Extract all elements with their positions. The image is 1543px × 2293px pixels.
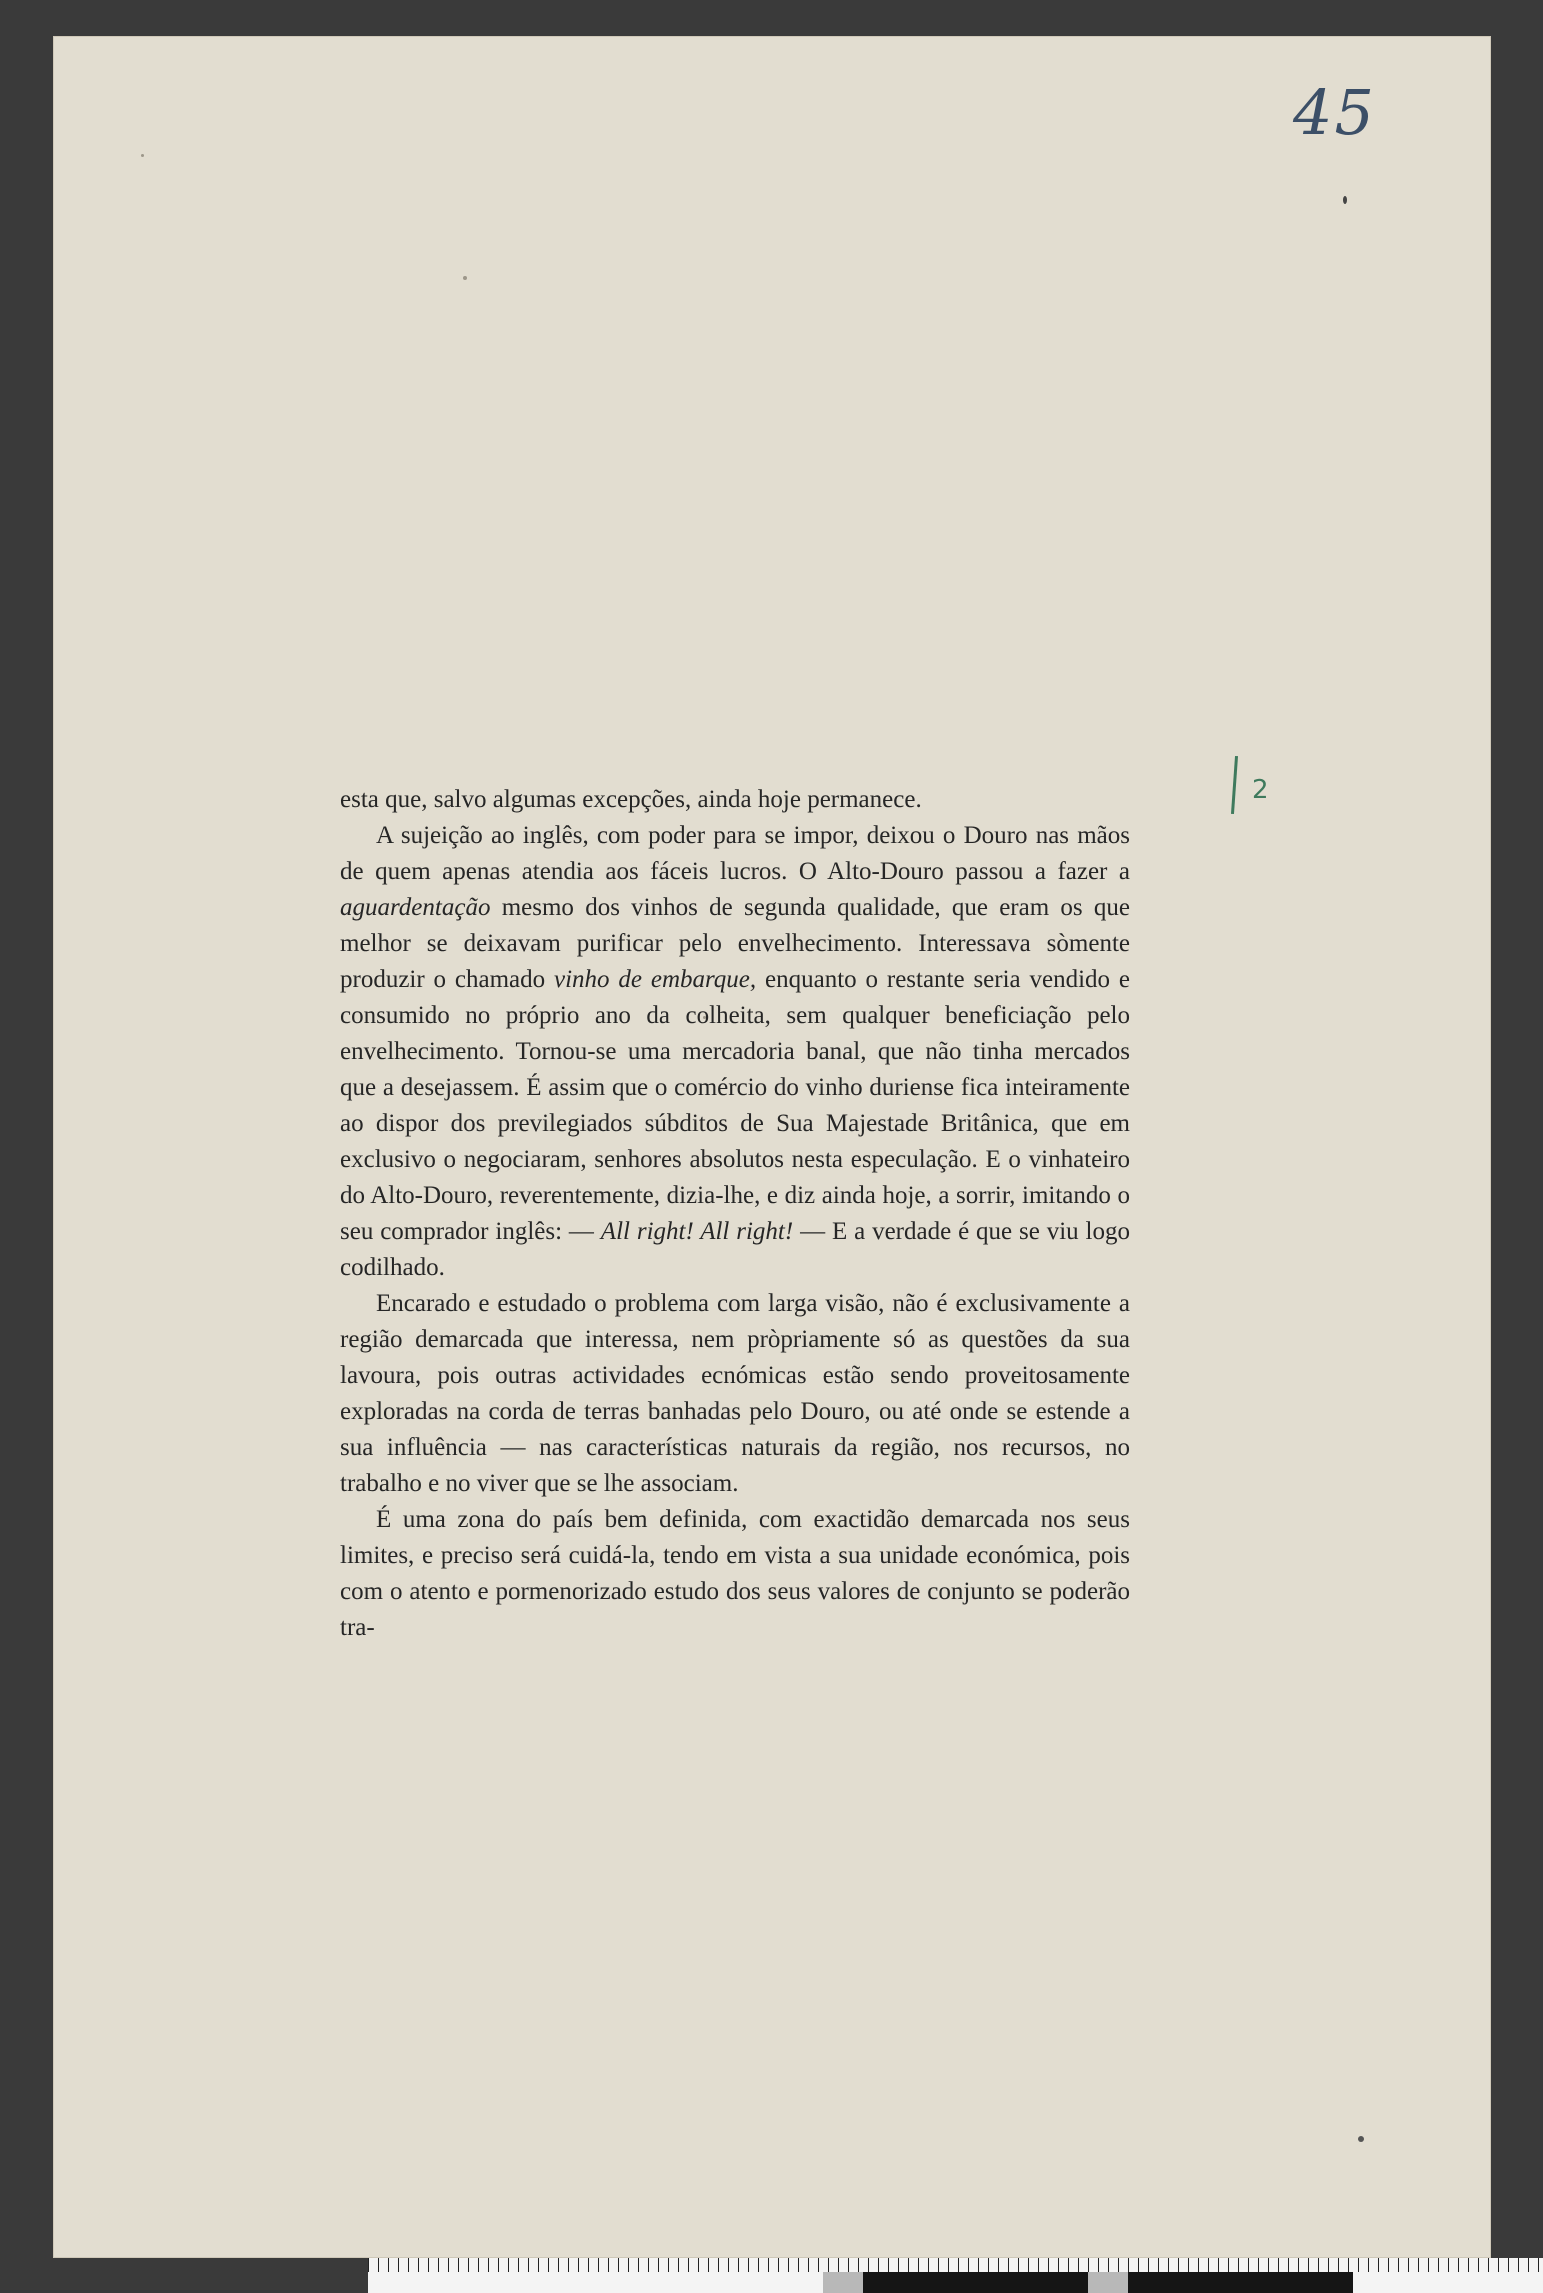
ruler-block <box>1088 2272 1128 2293</box>
paper-speck <box>1343 196 1347 204</box>
italic-phrase: All right! All right! <box>600 1218 794 1245</box>
text-run: enquanto o restante seria vendido e consumido no próprio ano da colheita, sem qualquer beneficiação pelo envelhecimento. Tornou-se uma mercadoria banal, que não tinha mercados que a desejassem. É assim que o comércio do vinho duriense fica inteiramente ao dispor dos previlegiados súbditos de Sua Majestade Britânica, que em exclusivo o negociaram, senhores absolutos nesta especulação. E o vinhateiro do Alto-Douro, reverentemente, dizia-lhe, e diz ainda hoje, a sorrir, imitando o seu comprador inglês: — <box>340 966 1130 1245</box>
text-run: É uma zona do país bem definida, com exactidão demarcada nos seus limites, e preciso será cuidá-la, tendo em vista a sua unidade económica, pois com o atento e pormenorizado estudo dos seus valores de conjunto se poderão tra- <box>340 1506 1130 1641</box>
body-text <box>340 782 1130 1646</box>
ruler-block <box>863 2272 1088 2293</box>
margin-annotation <box>1233 756 1269 814</box>
ruler-ticks <box>368 2258 1543 2272</box>
paragraph-p2 <box>340 818 1130 1286</box>
text-run: — E a verdade é que se viu logo codilhado. <box>340 1218 1131 1281</box>
scale-ruler <box>368 2258 1543 2293</box>
paragraph-p3 <box>340 1286 1130 1502</box>
ruler-block <box>823 2272 863 2293</box>
paragraph-p1 <box>340 782 1130 818</box>
paper-speck <box>141 154 144 157</box>
text-run: esta que, salvo algumas excepções, ainda hoje permanece. <box>340 786 922 813</box>
text-run: A sujeição ao inglês, com poder para se impor, deixou o Douro nas mãos de quem apenas atendia aos fáceis lucros. O Alto-Douro passou a fazer a <box>340 822 1130 885</box>
italic-phrase: vinho de embarque, <box>554 966 757 993</box>
text-run: Encarado e estudado o problema com larga visão, não é exclusivamente a região demarcada que interessa, nem pròpriamente só as questões da sua lavoura, pois outras actividades ecnómicas estão sendo proveitosamente exploradas na corda de terras banhadas pelo Douro, ou até onde se estende a sua influência — nas características naturais da região, nos recursos, no trabalho e no viver que se lhe associam. <box>340 1290 1130 1497</box>
paper-speck <box>1358 2136 1364 2142</box>
margin-line-mark <box>1231 756 1238 814</box>
paper-speck <box>463 276 467 280</box>
italic-phrase: aguardentação <box>340 894 491 921</box>
margin-note: 2 <box>1252 775 1269 805</box>
ruler-block <box>1128 2272 1353 2293</box>
paragraph-p4 <box>340 1502 1130 1646</box>
folio-number: 45 <box>1293 76 1376 149</box>
text-run: mesmo dos vinhos de segunda qualidade, que eram os que melhor se deixavam purificar pelo envelhecimento. Interessava sòmente produzir o chamado <box>340 894 1130 993</box>
